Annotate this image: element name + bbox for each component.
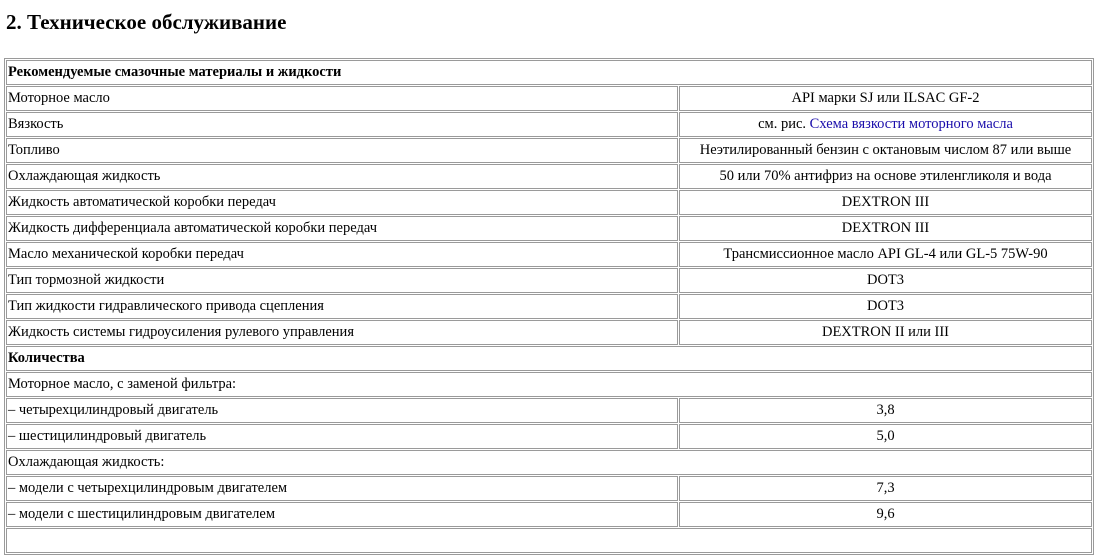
row-value: 7,3 xyxy=(679,476,1092,501)
table-row xyxy=(6,528,1092,553)
row-value: DOT3 xyxy=(679,268,1092,293)
section-header-row xyxy=(6,346,1092,371)
table-row xyxy=(6,268,1092,293)
table-row xyxy=(6,320,1092,345)
row-label: – модели с шестицилиндровым двигателем xyxy=(6,502,678,527)
group-label-coolant: Охлаждающая жидкость: xyxy=(6,450,1092,475)
group-row xyxy=(6,450,1092,475)
row-value: API марки SJ или ILSAC GF-2 xyxy=(679,86,1092,111)
row-value: 3,8 xyxy=(679,398,1092,423)
table-row xyxy=(6,112,1092,137)
table-row xyxy=(6,190,1092,215)
row-label: Масло механической коробки передач xyxy=(6,242,678,267)
table-row xyxy=(6,242,1092,267)
row-label: Жидкость дифференциала автоматической коробки передач xyxy=(6,216,678,241)
row-label: Вязкость xyxy=(6,112,678,137)
row-value: 50 или 70% антифриз на основе этиленгликоля и вода xyxy=(679,164,1092,189)
table-row xyxy=(6,86,1092,111)
group-label-engine-oil: Моторное масло, с заменой фильтра: xyxy=(6,372,1092,397)
row-label: Жидкость автоматической коробки передач xyxy=(6,190,678,215)
row-value: 5,0 xyxy=(679,424,1092,449)
table-row xyxy=(6,138,1092,163)
table-row xyxy=(6,216,1092,241)
value-prefix: см. рис. xyxy=(758,116,810,132)
row-label: Жидкость системы гидроусиления рулевого управления xyxy=(6,320,678,345)
row-value: DEXTRON III xyxy=(679,190,1092,215)
maintenance-table xyxy=(4,58,1094,555)
row-value: Трансмиссионное масло API GL-4 или GL-5 75W-90 xyxy=(679,242,1092,267)
table-row xyxy=(6,502,1092,527)
row-value: 9,6 xyxy=(679,502,1092,527)
row-value: DEXTRON III xyxy=(679,216,1092,241)
section-header-quantities: Количества xyxy=(6,346,1092,371)
row-value xyxy=(679,112,1092,137)
row-label: Охлаждающая жидкость xyxy=(6,164,678,189)
row-label: – четырехцилиндровый двигатель xyxy=(6,398,678,423)
row-label: – модели с четырехцилиндровым двигателем xyxy=(6,476,678,501)
row-label xyxy=(6,528,1092,553)
viscosity-chart-link[interactable]: Схема вязкости моторного масла xyxy=(809,116,1013,132)
table-row xyxy=(6,476,1092,501)
row-value: DOT3 xyxy=(679,294,1092,319)
section-header-lubricants: Рекомендуемые смазочные материалы и жидкости xyxy=(6,60,1092,85)
table-row xyxy=(6,398,1092,423)
row-label: – шестицилиндровый двигатель xyxy=(6,424,678,449)
row-value: Неэтилированный бензин с октановым числом 87 или выше xyxy=(679,138,1092,163)
row-value: DEXTRON II или III xyxy=(679,320,1092,345)
row-label: Моторное масло xyxy=(6,86,678,111)
table-row xyxy=(6,294,1092,319)
section-header-row xyxy=(6,60,1092,85)
row-label: Тип тормозной жидкости xyxy=(6,268,678,293)
group-row xyxy=(6,372,1092,397)
table-row xyxy=(6,164,1092,189)
table-row xyxy=(6,424,1092,449)
row-label: Топливо xyxy=(6,138,678,163)
row-label: Тип жидкости гидравлического привода сцепления xyxy=(6,294,678,319)
page-title: 2. Техническое обслуживание xyxy=(6,10,287,34)
